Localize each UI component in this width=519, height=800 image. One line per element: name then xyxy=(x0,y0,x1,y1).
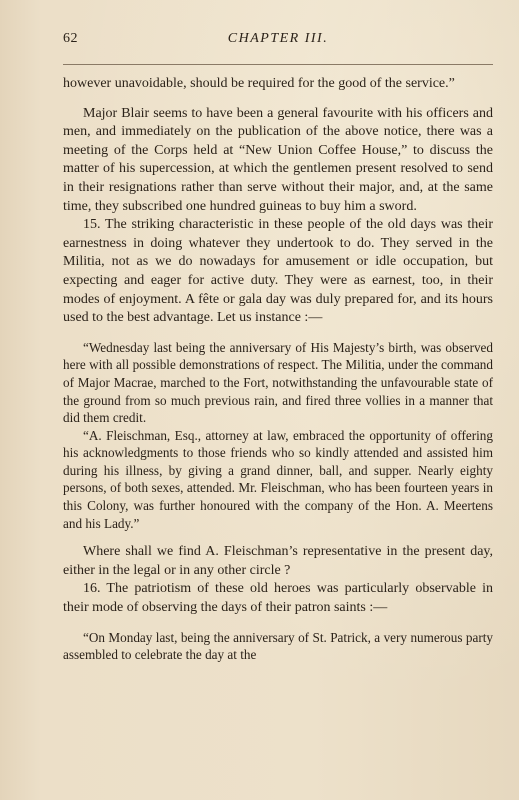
paragraph-fleischman-question: Where shall we find A. Fleischman’s representative in the present day, either in the legal or in any other circle ? xyxy=(63,544,493,578)
paragraph-major-blair: Major Blair seems to have been a general favourite with his officers and men, and immediately on the publication of the above notice, there was a meeting of the Corps held at “New Union Coffee House,” to discuss the matter of his supercession, at which the gentlemen present resolved to send in their resignations rather than serve without their major, and, at the same time, they subscribed one hundred guineas to buy him a sword. xyxy=(63,105,493,214)
quote-kings-birthday: “Wednesday last being the anniversary of His Majesty’s birth, was observed here with all possible demonstrations of respect. The Militia, under the command of Major Macrae, marched to the Fort, notwithstanding the unfavourable state of the ground from so much previous rain, and fired three vollies in a manner that did them credit. xyxy=(63,339,493,426)
paragraph-section-15: 15. The striking characteristic in these people of the old days was their earnestness in doing whatever they undertook to do. They served in the Militia, not as we do nowadays for amusement or idle occupation, but expecting and eager for active duty. They were as earnest, too, in their modes of enjoyment. A fête or gala day was duly prepared for, and its hours used to the best advantage. Let us instance :— xyxy=(63,217,493,326)
quote-st-patrick: “On Monday last, being the anniversary of St. Patrick, a very numerous party assembled to celebrate the day at the xyxy=(63,629,493,663)
running-head: CHAPTER III. xyxy=(227,31,329,46)
paragraph-section-16: 16. The patriotism of these old heroes was particularly observable in their mode of observing the days of their patron saints :— xyxy=(63,581,493,616)
quote-fleischman-dinner: “A. Fleischman, Esq., attorney at law, embraced the opportunity of offering his acknowledgments to those friends who so kindly attended and assisted him during his illness, by giving a grand dinner, ball, and supper. Nearly eighty persons, of both sexes, attended. Mr. Fleischman, who has been fourteen years in this Colony, was further honoured with the company of the Hon. A. Meertens and his Lady.” xyxy=(63,427,493,531)
page-header xyxy=(63,31,493,53)
page-number: 62 xyxy=(63,31,78,46)
header-rule xyxy=(63,64,493,65)
paragraph-continuation: however unavoidable, should be required for the good of the service.” xyxy=(63,76,455,91)
body-text xyxy=(63,75,493,664)
